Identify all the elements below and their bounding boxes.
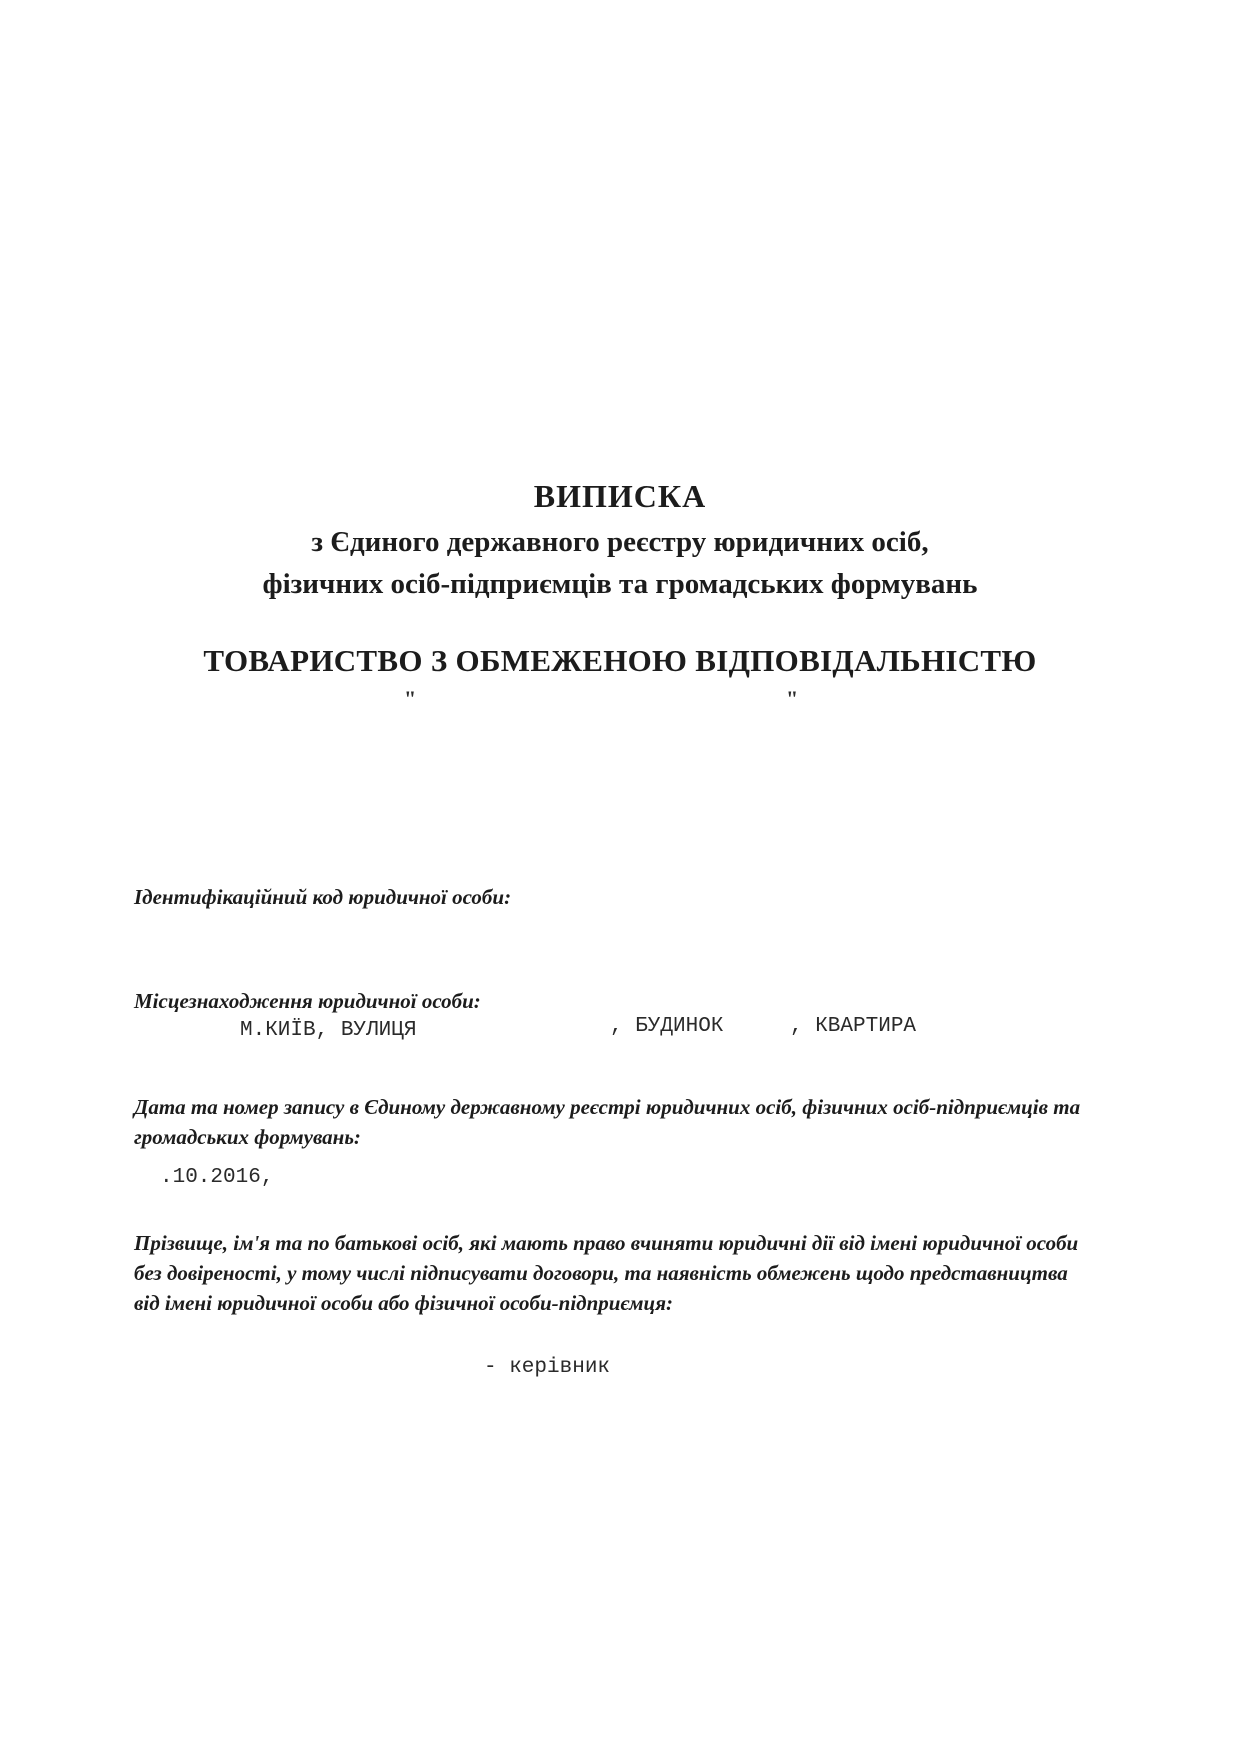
identification-code-label: Ідентифікаційний код юридичної особи: — [134, 885, 512, 909]
company-name-quote-open: " — [404, 686, 417, 711]
document-title: ВИПИСКА — [533, 478, 707, 514]
company-name-quote-close: " — [786, 686, 799, 711]
location-city-street: М.КИЇВ, ВУЛИЦЯ — [240, 1019, 417, 1042]
location-apartment: , КВАРТИРА — [790, 1015, 917, 1038]
registry-record-date: .10.2016, — [160, 1166, 274, 1189]
company-legal-form: ТОВАРИСТВО З ОБМЕЖЕНОЮ ВІДПОВІДАЛЬНІСТЮ — [203, 643, 1037, 678]
authorized-persons-label: Прізвище, ім'я та по батькові осіб, які мають право вчиняти юридичні дії від імені юридичної особи без довіреності, у тому числі підписувати договори, та наявність обмежень щодо представництва від імені юридичної особи або фізичної особи-підприємця: — [134, 1231, 1079, 1315]
location-building: , БУДИНОК — [610, 1015, 724, 1038]
authorized-person-role: - керівник — [484, 1356, 611, 1379]
document-subtitle-line-2: фізичних осіб-підприємців та громадських формувань — [262, 568, 978, 600]
registry-record-label: Дата та номер запису в Єдиному державному реєстрі юридичних осіб, фізичних осіб-підприємців та громадських формувань: — [134, 1095, 1081, 1149]
location-label: Місцезнаходження юридичної особи: — [134, 989, 481, 1013]
document-subtitle-line-1: з Єдиного державного реєстру юридичних осіб, — [311, 526, 929, 558]
